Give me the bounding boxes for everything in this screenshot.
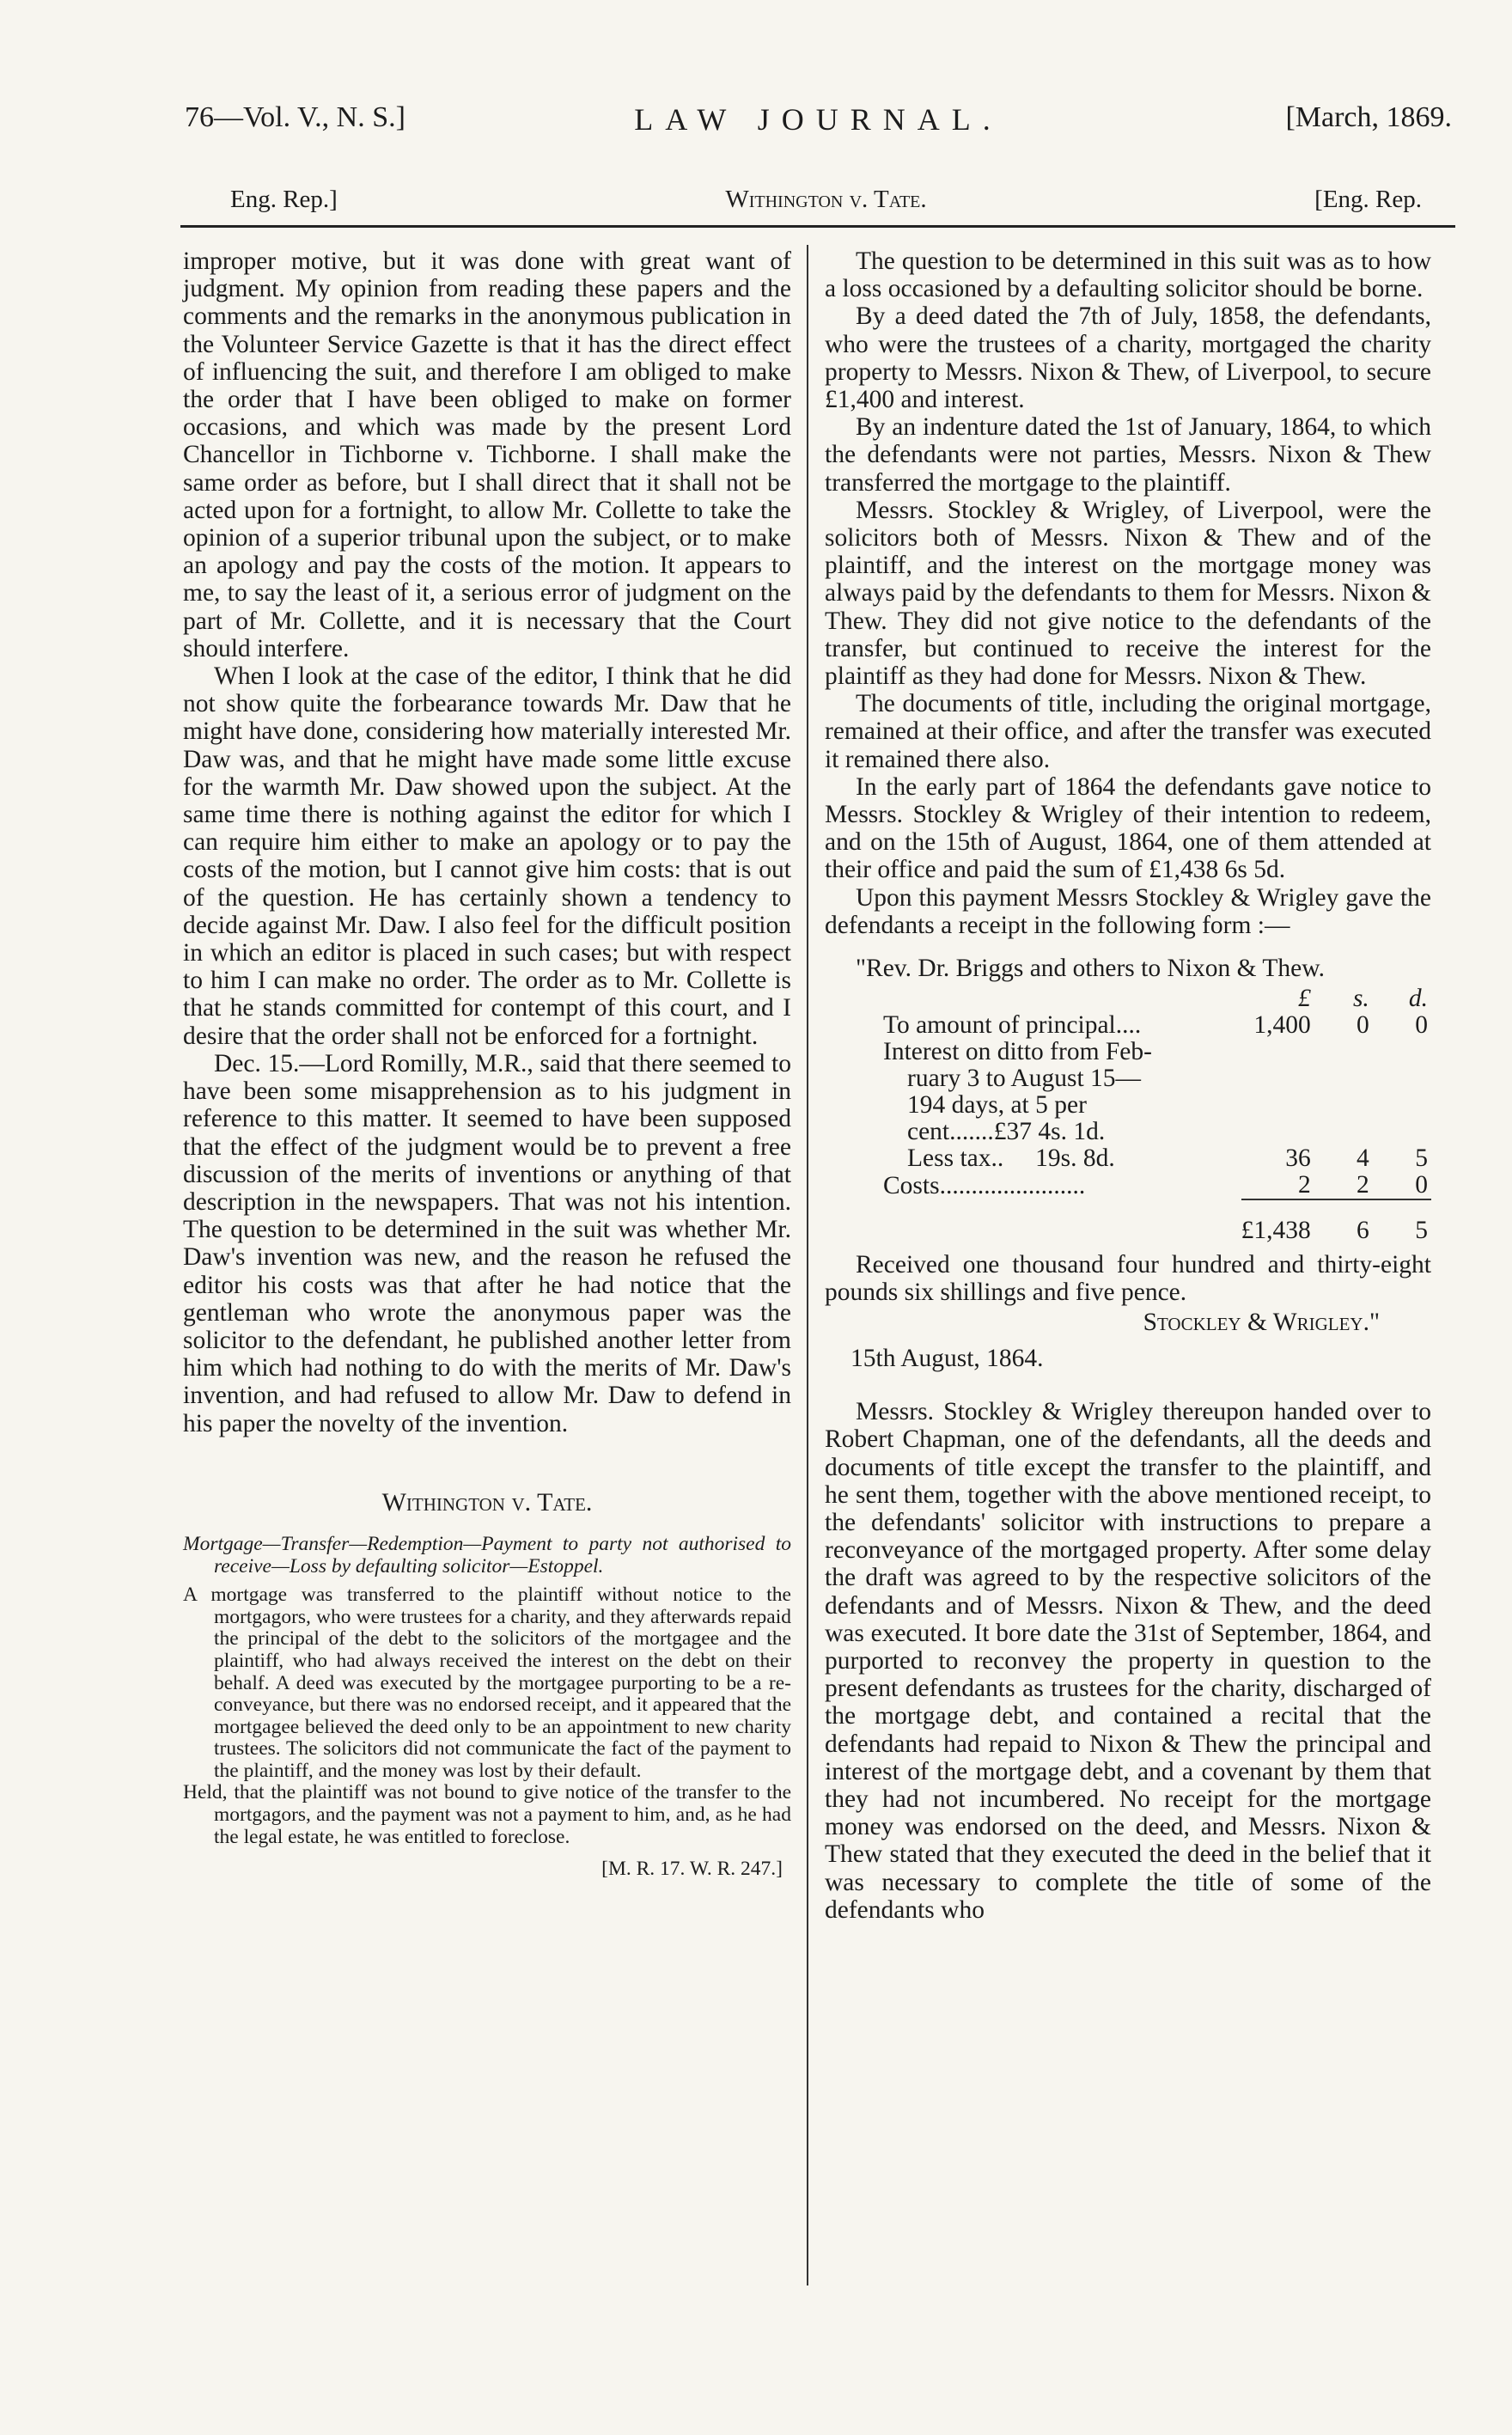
issue-date: [March, 1869. (1285, 101, 1452, 133)
headnote-summary: A mortgage was transferred to the plaintiff without notice to the mortgagors, who were trustees for a charity, and they afterwards repaid the principal of the debt to the solicitors of the mortgagee and the plaintiff, who had always received the interest on the debt on their behalf. A deed was executed by the mortgagee purporting to be a re-conveyance, but there was no endorsed receipt, and it appeared that the mortgagee believed the deed only to be an appointment to new charity trustees. The solicitors did not communicate the fact of the payment to the plaintiff, and the money was lost by their default. (183, 1584, 791, 1782)
interest-line: 194 days, at 5 per (907, 1091, 1087, 1120)
headnote (183, 1534, 791, 1881)
paragraph: Upon this payment Messrs Stockley & Wrigley gave the defendants a receipt in the following form :— (825, 883, 1431, 939)
receipt-row (883, 1119, 1431, 1145)
left-column (183, 247, 791, 1881)
volume-info: 76—Vol. V., N. S.] (185, 101, 405, 133)
total-pence: 5 (1373, 1199, 1431, 1244)
receipt-date: 15th August, 1864. (850, 1344, 1044, 1372)
column-divider (807, 245, 808, 2285)
interest-line: Interest on ditto from Feb- (883, 1038, 1152, 1066)
paragraph: Messrs. Stockley & Wrigley thereupon handed over to Robert Chapman, one of the defendants, all the deeds and documents of title except the transfer to the plaintiff, and he sent them, together with the above mentioned receipt, to the defendants' solicitor with instructions to prepare a reconveyance of the mortgaged property. After some delay the draft was agreed to by the respective solicitors of the defendants and of Messrs. Nixon & Thew, and the deed was executed. It bore date the 31st of September, 1864, and purported to reconvey the property in question to the present defendants as trustees for the charity, discharged of the mortgage debt, and contained a recital that the defendants had repaid to Nixon & Thew the principal and interest of the mortgage debt, and a covenant by them that they had not incumbered. No receipt for the mortgage money was endorsed on the deed, and Messrs. Nixon & Thew stated that they executed the deed in the belief that it was necessary to complete the title of some of the defendants who (825, 1398, 1431, 1924)
costs-pence: 0 (1415, 1171, 1428, 1199)
case-title: Withington v. Tate. (381, 1487, 593, 1517)
costs-shillings: 2 (1357, 1171, 1369, 1199)
receipt-table (883, 986, 1431, 1244)
receipt (825, 955, 1431, 1372)
paragraph: Dec. 15.—Lord Romilly, M.R., said that there seemed to have been some misapprehension as to his judgment in reference to this matter. It seemed to have been supposed that the effect of the judgment would be to prevent a free discussion of the merits of inventions or anything of that description in the newspapers. That was not his intention. The question to be determined in the suit was whether Mr. Daw's invention was new, and the reason he refused the editor his costs was that after he had notice that the gentleman who wrote the anonymous paper was the solicitor to the defendant, he published another letter from him which had nothing to do with the merits of Mr. Daw's invention, and had refused to allow Mr. Daw to defend in his paper the novelty of the invention. (183, 1049, 791, 1437)
running-head (185, 101, 1452, 153)
case-running-title: Withington v. Tate. (725, 186, 927, 213)
report-citation: [M. R. 17. W. R. 247.] (601, 1858, 783, 1881)
principal-pounds: 1,400 (1253, 1011, 1311, 1040)
pounds-header: £ (1298, 985, 1311, 1013)
section-header (230, 186, 1422, 229)
receipt-total-row (883, 1199, 1431, 1244)
costs-pounds: 2 (1298, 1171, 1311, 1199)
receipt-header-row (883, 986, 1431, 1012)
interest-line: ruary 3 to August 15— (907, 1065, 1142, 1093)
signature: Stockley & Wrigley." (1143, 1308, 1380, 1336)
received-statement: Received one thousand four hundred and thirty-eight pounds six shillings and five pence. (825, 1251, 1431, 1307)
catchwords: Mortgage—Transfer—Redemption—Payment to party not authorised to receive—Loss by defaulting solicitor—Estoppel. (183, 1532, 791, 1578)
total-shillings: 6 (1314, 1199, 1373, 1244)
paragraph: Messrs. Stockley & Wrigley, of Liverpool, were the solicitors both of Messrs. Nixon & Thew and of the plaintiff, and the interest on the mortgage money was always paid by the defendants to them for Messrs. Nixon & Thew. They did not give notice to the defendants of the transfer, but continued to receive the interest for the plaintiff as they had done for Messrs. Nixon & Thew. (825, 496, 1431, 691)
receipt-title: "Rev. Dr. Briggs and others to Nixon & Thew. (856, 955, 1325, 983)
interest-line: cent.......£37 4s. 1d. (907, 1118, 1106, 1146)
paragraph: The documents of title, including the original mortgage, remained at their office, and after the transfer was executed it remained there also. (825, 690, 1431, 773)
paragraph: By an indenture dated the 1st of January, 1864, to which the defendants were not parties, Messrs. Nixon & Thew transferred the mortgage to the plaintiff. (825, 413, 1431, 497)
receipt-row (883, 1012, 1431, 1039)
paragraph: improper motive, but it was done with great want of judgment. My opinion from reading these papers and the comments and the remarks in the anonymous publication in the Volunteer Service Gazette is that it has the direct effect of influencing the suit, and therefore I am obliged to make the order that I have been obliged to make on former occasions, and which was made by the present Lord Chancellor in Tichborne v. Tichborne. I shall make the same order as before, but I shall direct that it shall not be acted upon for a fortnight, to allow Mr. Collette to take the opinion of a superior tribunal upon the subject, or to make an apology and pay the costs of the motion. It appears to me, to say the least of it, a serious error of judgment on the part of Mr. Collette, and it is necessary that the Court should interfere. (183, 247, 791, 662)
section-left: Eng. Rep.] (230, 186, 338, 213)
section-right: [Eng. Rep. (1314, 186, 1422, 213)
costs-label: Costs....................... (883, 1172, 1086, 1200)
paragraph: When I look at the case of the editor, I think that he did not show quite the forbearance towards Mr. Daw that he might have done, considering how materially interested Mr. Daw was, and that he might have made some little excuse for the warmth Mr. Daw showed upon the subject. At the same time there is nothing against the editor for which I can require him either to make an apology or to pay the costs of the motion, but I cannot give him costs: that is out of the question. He has certainly shown a tendency to decide against Mr. Daw. I also feel for the difficult position in which an editor is placed in such cases; but with respect to him I can make no order. The order as to Mr. Collette is that he stands committed for contempt of this court, and I desire that the order shall not be enforced for a fortnight. (183, 662, 791, 1050)
interest-pounds: 36 (1285, 1144, 1311, 1173)
header-rule (180, 225, 1455, 228)
paragraph: In the early part of 1864 the defendants gave notice to Messrs. Stockley & Wrigley of their intention to redeem, and on the 15th of August, 1864, one of them attended at their office and paid the sum of £1,438 6s 5d. (825, 772, 1431, 884)
paragraph: By a deed dated the 7th of July, 1858, the defendants, who were the trustees of a charity, mortgaged the charity property to Messrs. Nixon & Thew, of Liverpool, to secure £1,400 and interest. (825, 302, 1431, 414)
headnote-held: Held, that the plaintiff was not bound to give notice of the transfer to the mortgagors, and the payment was not a payment to him, and, as he had the legal estate, he was entitled to foreclose. (183, 1781, 791, 1848)
receipt-row (883, 1172, 1431, 1199)
receipt-row (883, 1092, 1431, 1119)
principal-label: To amount of principal.... (883, 1011, 1142, 1040)
right-column (825, 247, 1431, 1924)
pence-header: d. (1408, 985, 1428, 1013)
receipt-row (883, 1039, 1431, 1065)
paragraph: The question to be determined in this suit was as to how a loss occasioned by a defaulting solicitor should be borne. (825, 247, 1431, 303)
principal-shillings: 0 (1357, 1011, 1369, 1040)
shillings-header: s. (1352, 985, 1369, 1013)
tax-line: Less tax.. 19s. 8d. (907, 1144, 1115, 1173)
receipt-row (883, 1065, 1431, 1092)
interest-shillings: 4 (1357, 1144, 1369, 1173)
interest-pence: 5 (1415, 1144, 1428, 1173)
receipt-row (883, 1145, 1431, 1172)
principal-pence: 0 (1415, 1011, 1428, 1040)
journal-title: LAW JOURNAL. (634, 102, 1003, 137)
total-pounds: £1,438 (1241, 1199, 1314, 1244)
